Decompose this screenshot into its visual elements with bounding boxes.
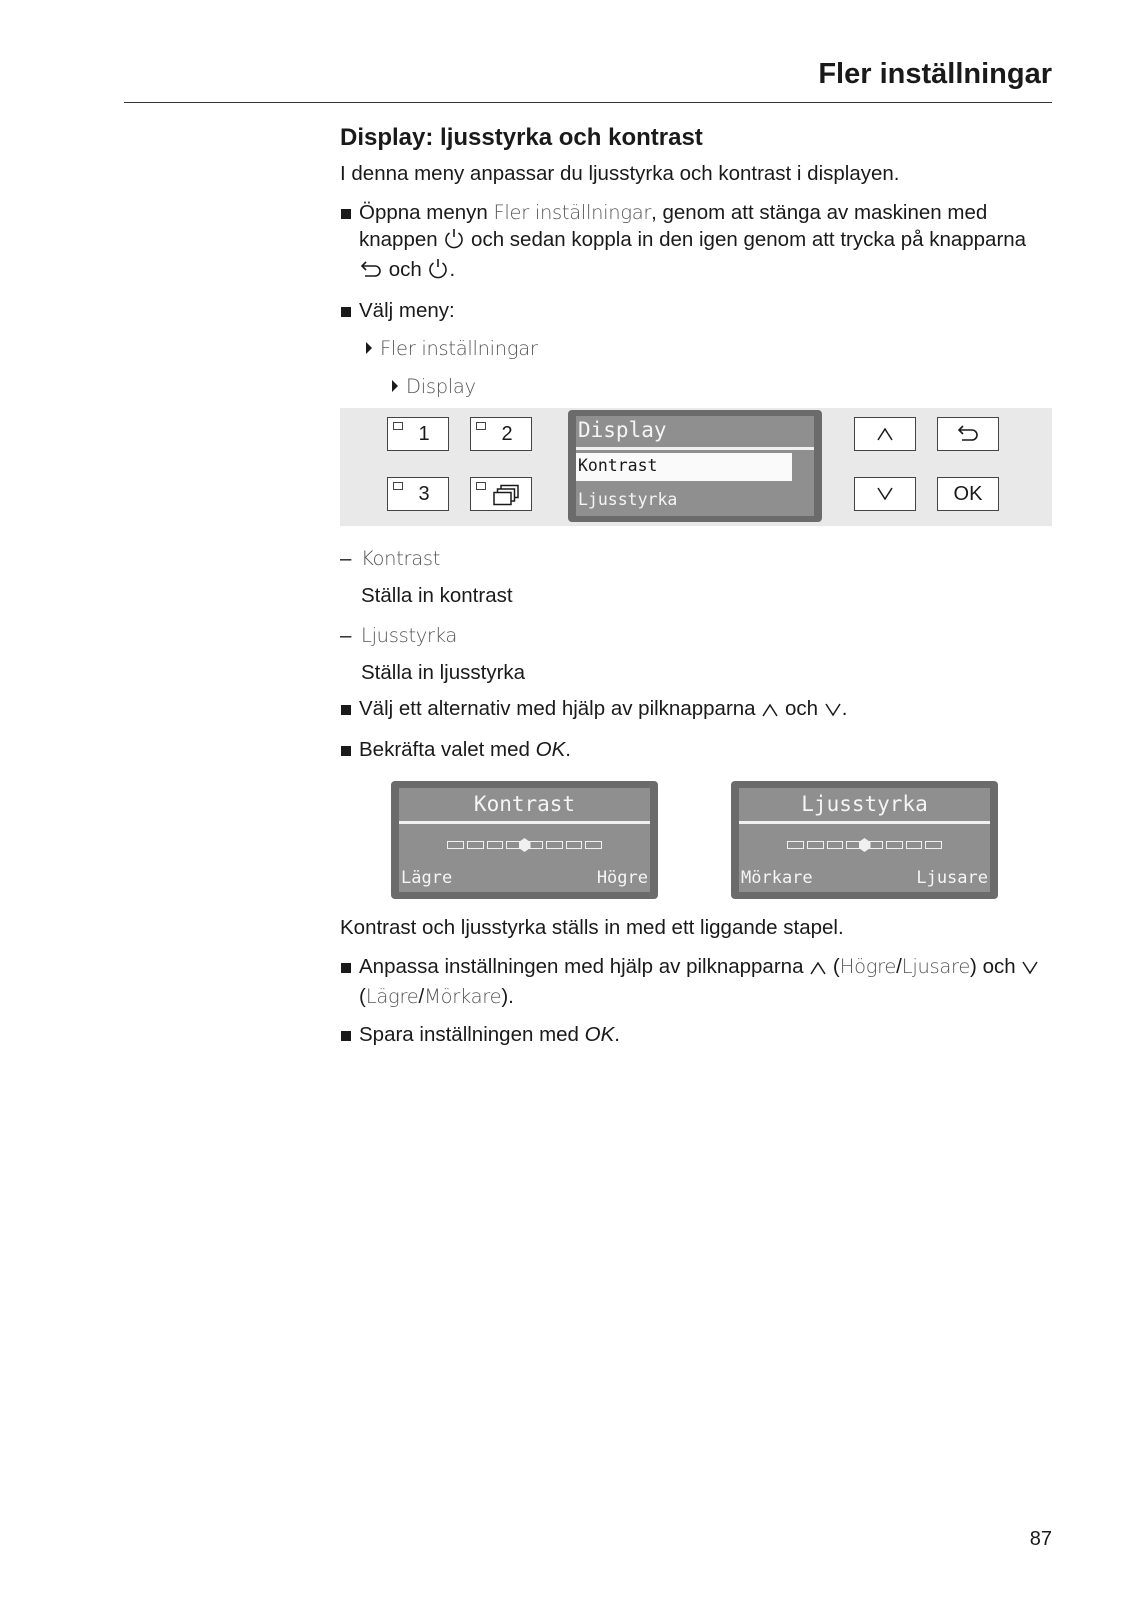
- option-kontrast: [340, 545, 1052, 572]
- kontrast-screen-inner: [399, 788, 650, 892]
- key-3-label: 3: [418, 483, 430, 505]
- step6-text-a: Spara inställningen med: [359, 1023, 585, 1046]
- step5-text-a: Anpassa inställningen med hjälp av pilknapparna: [359, 955, 810, 978]
- bar-segment: [787, 841, 804, 849]
- step3-text-b: och: [779, 697, 824, 720]
- control-panel-illustration: [340, 408, 1052, 526]
- up-chevron-icon: [761, 698, 779, 725]
- ljusstyrka-right-label: Ljusare: [916, 868, 988, 888]
- key-1-label: 1: [418, 423, 430, 445]
- main-content: [340, 120, 1052, 411]
- ljusstyrka-level-bar: [787, 838, 942, 852]
- screen-item-kontrast[interactable]: Kontrast: [578, 456, 658, 475]
- nav-item-display: Display: [406, 375, 476, 398]
- down-chevron-icon: [824, 698, 842, 725]
- dash: –: [340, 547, 352, 570]
- key-2-label: 2: [501, 423, 513, 445]
- label-hogre: Högre: [839, 955, 897, 978]
- up-chevron-icon: [875, 423, 895, 445]
- option-name: Ljusstyrka: [361, 624, 458, 647]
- step3-text-c: .: [841, 697, 848, 720]
- display-screen: [568, 410, 822, 522]
- ljusstyrka-screen: [731, 781, 998, 899]
- intro-paragraph: I denna meny anpassar du ljusstyrka och kontrast i displayen.: [340, 162, 900, 185]
- key-multi[interactable]: [470, 477, 532, 511]
- bar-segment: [487, 841, 504, 849]
- nav-level-1: [340, 335, 1052, 362]
- bar-segment: [447, 841, 464, 849]
- kontrast-left-label: Lägre: [401, 868, 453, 888]
- section-title: Display: ljusstyrka och kontrast: [340, 124, 703, 151]
- step-choose-option: [340, 695, 1052, 725]
- menu-name-fler-installningar: Fler inställningar: [493, 201, 652, 224]
- kontrast-screen-title: Kontrast: [473, 792, 576, 816]
- step1-text-c: och sedan koppla in den igen genom att trycka på knapparna: [465, 228, 1027, 251]
- step5-text-c: ) och: [970, 955, 1022, 978]
- step5-text-d: (: [359, 985, 366, 1008]
- step1-text-e: .: [449, 258, 456, 281]
- page-number: 87: [1029, 1528, 1052, 1550]
- slash: /: [418, 985, 425, 1008]
- key-2[interactable]: [470, 417, 532, 451]
- step3-text-a: Välj ett alternativ med hjälp av pilknapparna: [359, 697, 762, 720]
- label-morkare: Mörkare: [424, 985, 502, 1008]
- step5-text-e: ).: [501, 985, 514, 1008]
- nav-item-fler-installningar: Fler inställningar: [380, 337, 538, 360]
- nav-level-2: [340, 373, 1052, 400]
- ljusstyrka-screen-title: Ljusstyrka: [801, 792, 928, 816]
- screen-item-ljusstyrka[interactable]: Ljusstyrka: [578, 490, 678, 509]
- bar-segment: [827, 841, 844, 849]
- label-lagre: Lägre: [365, 985, 419, 1008]
- step1-text-d: och: [383, 258, 428, 281]
- step-adjust: [340, 953, 1052, 1010]
- bar-segment: [566, 841, 583, 849]
- up-chevron-icon: [809, 956, 827, 983]
- step-select-menu: Välj meny:: [340, 297, 1052, 324]
- ok-italic: OK: [584, 1023, 615, 1046]
- led-indicator: [393, 482, 403, 490]
- kontrast-right-label: Högre: [596, 868, 648, 888]
- step4-text-b: .: [565, 738, 571, 761]
- options-section: [340, 545, 1052, 774]
- bar-note: Kontrast och ljusstyrka ställs in med ett liggande stapel.: [340, 916, 844, 939]
- step-open-menu: [340, 199, 1052, 286]
- option-ljusstyrka: [340, 622, 1052, 649]
- step6-text-b: .: [614, 1023, 620, 1046]
- adjust-section: [340, 914, 1052, 1059]
- stacked-windows-icon: [493, 484, 521, 516]
- bar-segment: [886, 841, 903, 849]
- triangle-right-icon: [392, 380, 398, 392]
- bar-segment: [467, 841, 484, 849]
- triangle-right-icon: [366, 342, 372, 354]
- ok-button[interactable]: OK: [937, 477, 999, 511]
- power-icon: [443, 227, 465, 256]
- step-save: [340, 1021, 1052, 1048]
- screen-title-rule: [399, 821, 650, 824]
- bar-segment: [546, 841, 563, 849]
- ljusstyrka-left-label: Mörkare: [741, 868, 813, 888]
- running-header-title: Fler inställningar: [818, 58, 1052, 90]
- bar-segment: [807, 841, 824, 849]
- key-3[interactable]: [387, 477, 449, 511]
- screen-title-rule: [739, 821, 990, 824]
- power-icon: [427, 257, 449, 286]
- kontrast-screen: [391, 781, 658, 899]
- option-desc: Ställa in kontrast: [361, 584, 513, 607]
- header-rule: [124, 102, 1052, 103]
- option-name: Kontrast: [361, 547, 441, 570]
- step4-text-a: Bekräfta valet med: [359, 738, 536, 761]
- led-indicator: [476, 422, 486, 430]
- ljusstyrka-screen-inner: [739, 788, 990, 892]
- up-button[interactable]: [854, 417, 916, 451]
- led-indicator: [393, 422, 403, 430]
- display-screen-title: Display: [578, 418, 667, 442]
- step5-text-b: (: [827, 955, 840, 978]
- back-arrow-icon: [359, 259, 383, 286]
- label-ljusare: Ljusare: [901, 955, 971, 978]
- back-button[interactable]: [937, 417, 999, 451]
- ok-italic: OK: [535, 738, 566, 761]
- down-chevron-icon: [875, 483, 895, 505]
- step1-text-a: Öppna menyn: [359, 201, 494, 224]
- bar-segment: [925, 841, 942, 849]
- step1-text-b: , genom att stänga av maskinen med knappen: [359, 201, 988, 251]
- slash: /: [896, 955, 902, 978]
- bar-segment: [906, 841, 923, 849]
- dash: –: [340, 624, 352, 647]
- key-1[interactable]: [387, 417, 449, 451]
- down-button[interactable]: [854, 477, 916, 511]
- kontrast-level-bar: [447, 838, 602, 852]
- step-confirm: [340, 736, 1052, 763]
- back-arrow-icon: [956, 423, 980, 445]
- display-screen-inner: [576, 416, 814, 516]
- bar-segment: [585, 841, 602, 849]
- screen-title-rule: [576, 447, 814, 450]
- led-indicator: [476, 482, 486, 490]
- option-desc: Ställa in ljusstyrka: [361, 661, 526, 684]
- down-chevron-icon: [1021, 956, 1039, 983]
